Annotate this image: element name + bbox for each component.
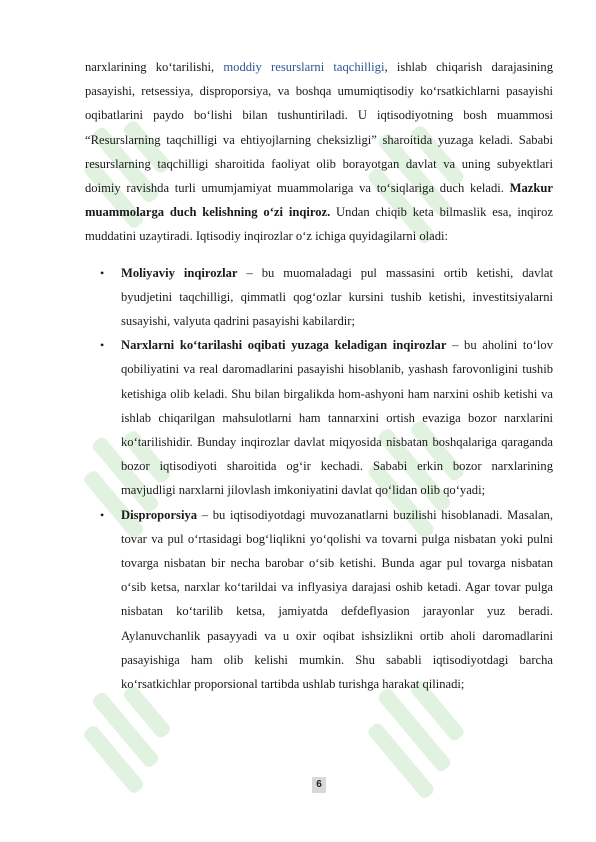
resources-link[interactable]: moddiy resurslarni taqchilligi (223, 60, 385, 74)
intro-text-continued: , ishlab chiqarish darajasining pasayishi, retsessiya, disproporsiya, va boshqa umumiqtisodiy ko‘rsatkichlarni pasayishi oqibatlarini paydo bo‘lishi bilan tushuntiriladi. U iqtisodiyotning bosh muammosi “Resurslarning taqchilligi va ehtiyojlarning cheksizligi” sharoitida yuzaga keladi. Sababi resurslarning taqchilligi sharoitida faoliyat olib borayotgan davlat va uning subyektlari doimiy ravishda turli umumjamiyat muammolariga va to‘siqlariga duch keladi. (85, 60, 554, 196)
page-number: 6 (312, 777, 326, 793)
list-item-text: – bu aholini to‘lov qobiliyatini va real daromadlarini pasayishi hisoblanib, yashash farovonligini tushib ketishiga olib keladi. Shu bilan birgalikda hom-ashyoni ham narxini oshib ketishi va ishlab chiqarilgan mahsulotlarni ham tannarxini ortish evaziga bozor narxlarini ko‘tarilishidir. Bunday inqirozlar davlat miqyosida nisbatan boshqalariga qaraganda bozor iqtisodiyoti sharoitida og‘ir kechadi. Sababi erkin bozor narxlarining mavjudligi narxlarni jilovlash imkoniyatini davlat qo‘lidan olib qo‘yadi; (121, 338, 554, 498)
crisis-types-list (85, 261, 553, 697)
list-item (85, 261, 553, 334)
list-item (85, 333, 553, 502)
bullet-icon: • (100, 265, 105, 280)
list-item-term: Disproporsiya (121, 507, 198, 522)
intro-text-end: Undan chiqib keta bilmaslik esa, inqiroz muddatini uzaytiradi. Iqtisodiy inqirozlar o‘z ichiga quyidagilarni oladi: (85, 205, 553, 244)
intro-text: narxlarining ko‘tarilishi, (85, 60, 224, 74)
bullet-icon: • (100, 507, 105, 522)
bullet-icon: • (100, 338, 105, 353)
list-item-term: Moliyaviy inqirozlar (121, 265, 238, 280)
intro-bold-statement: Mazkur muammolarga duch kelishning o‘zi inqiroz. (85, 181, 553, 220)
intro-paragraph (85, 55, 553, 249)
list-item-term: Narxlarni ko‘tarilashi oqibati yuzaga keladigan inqirozlar (121, 338, 447, 353)
list-item (85, 503, 553, 697)
list-item-text: – bu muomaladagi pul massasini ortib ketishi, davlat byudjetini taqchilligi, qimmatli qog‘ozlar kursini tushib ketishi, investitsiyalarni susayishi, valyuta qadrini pasayishi kabilardir; (121, 265, 553, 329)
body-text (85, 55, 553, 696)
list-item-text: – bu iqtisodiyotdagi muvozanatlarni buzilishi hisoblanadi. Masalan, tovar va pul o‘rtasidagi bog‘liqlikni yo‘qolishi va tovarni pulga nisbatan yoki pulni tovarga nisbatan bir necha barobar o‘sib ketishi. Bunda agar pul tovarga nisbatan o‘sib ketsa, narxlar ko‘tarildai va inflyasiya darajasi oshib ketadi. Agar tovar pulga nisbatan ko‘tarilib ketsa, jamiyatda defdeflyasion jarayonlar yuz beradi. Aylanuvchanlik pasayyadi va u oxir oqibat ishsizlikni ortib aholi daromadlarini pasayishiga ham olib kelishi mumkin. Shu sababli iqtisodiyotdagi barcha ko‘rsatkichlar proporsional tartibda ushlab turishga harakat qilinadi; (121, 507, 553, 692)
